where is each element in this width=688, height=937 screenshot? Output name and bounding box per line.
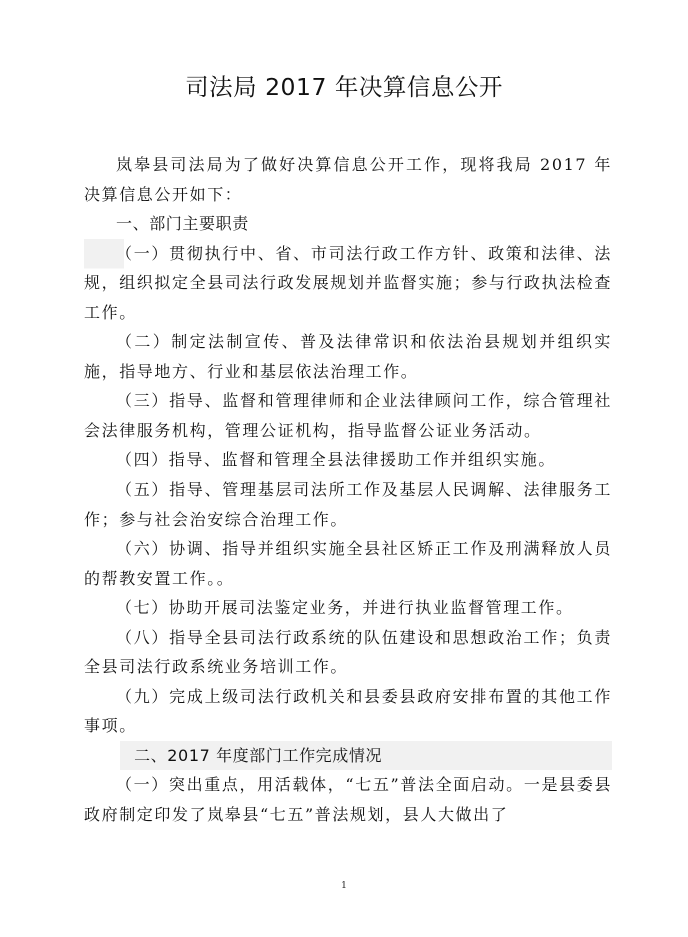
duty-item-2: （二）制定法制宣传、普及法律常识和依法治县规划并组织实施，指导地方、行业和基层依法治理工作。 (84, 332, 612, 381)
document-title: 司法局 2017 年决算信息公开 (185, 73, 503, 101)
work-item-1: （一）突出重点，用活载体，“七五”普法全面启动。一是县委县政府制定印发了岚皋县“七五”普法规划，县人大做出了 (84, 775, 612, 825)
document-body (84, 150, 612, 830)
duty-item-1: （一）贯彻执行中、省、市司法行政工作方针、政策和法律、法规，组织拟定全县司法行政发展规划并监督实施；参与行政执法检查工作。 (84, 239, 612, 328)
duty-item-7: （七）协助开展司法鉴定业务，并进行执业监督管理工作。 (116, 598, 574, 618)
duty-item-4: （四）指导、监督和管理全县法律援助工作并组织实施。 (116, 450, 557, 470)
duty-item-6: （六）协调、指导并组织实施全县社区矫正工作及刑满释放人员的帮教安置工作。。 (84, 539, 612, 588)
duty-item-3: （三）指导、监督和管理律师和企业法律顾问工作，综合管理社会法律服务机构，管理公证机构，指导监督公证业务活动。 (84, 391, 612, 440)
section-heading-work-2017: 二、2017 年度部门工作完成情况 (120, 741, 612, 771)
duty-item-8: （八）指导全县司法行政系统的队伍建设和思想政治工作；负责全县司法行政系统业务培训工作。 (84, 627, 612, 677)
section-heading-duties: 一、部门主要职责 (116, 214, 249, 234)
page-number: 1 (341, 881, 347, 891)
intro-paragraph: 岚皋县司法局为了做好决算信息公开工作，现将我局 2017 年决算信息公开如下： (84, 155, 612, 204)
duty-item-9: （九）完成上级司法行政机关和县委县政府安排布置的其他工作事项。 (84, 686, 612, 736)
duty-item-5: （五）指导、管理基层司法所工作及基层人民调解、法律服务工作；参与社会治安综合治理工作。 (84, 480, 612, 529)
